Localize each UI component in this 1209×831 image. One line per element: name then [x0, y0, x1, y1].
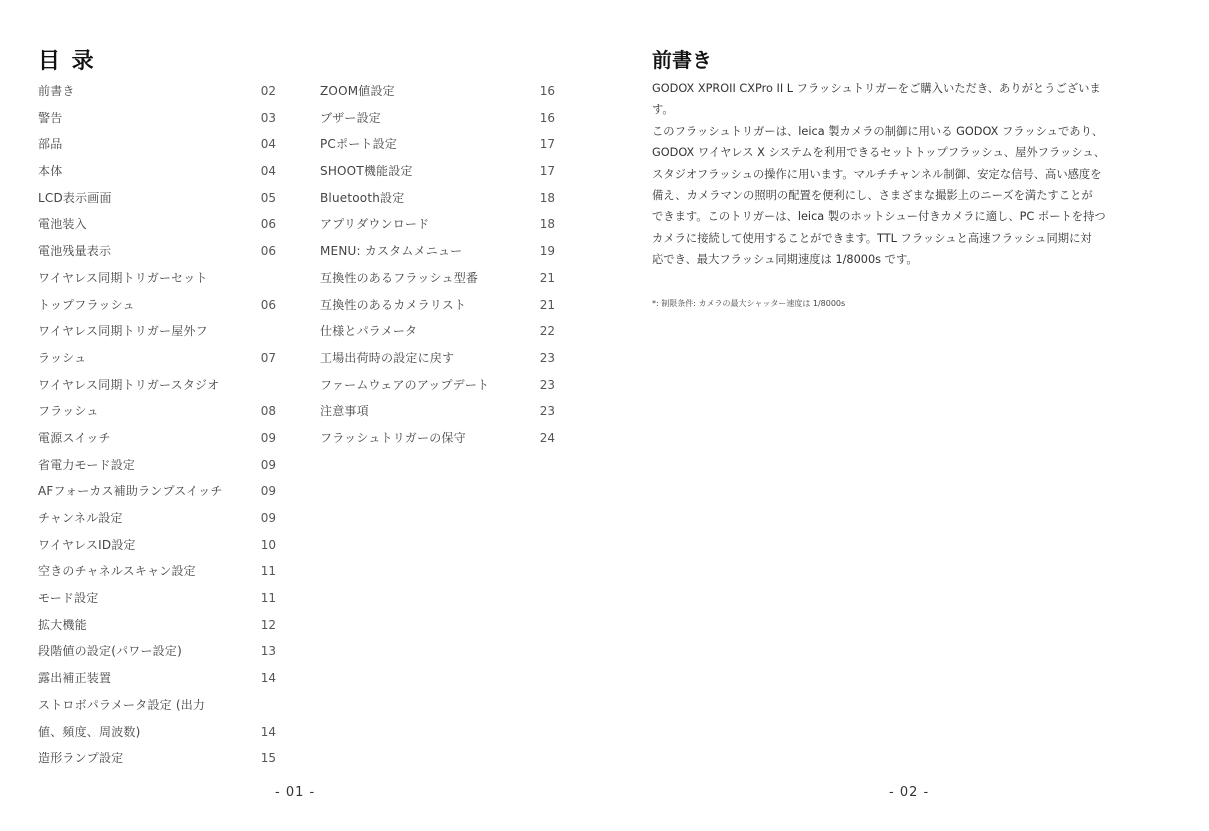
toc-entry-page: 21	[539, 270, 555, 285]
toc-entry-label: チャンネル設定	[38, 511, 123, 525]
toc-entry-page: 09	[260, 430, 276, 445]
toc-entry-label: 部品	[38, 137, 63, 152]
toc-entry-page: 07	[260, 350, 276, 365]
toc-entry-page: 08	[260, 404, 276, 419]
toc-entry-label: LCD表示画面	[38, 190, 112, 205]
toc-entry-label: 拡大機能	[38, 617, 87, 632]
toc-entry-label: ZOOM値設定	[320, 84, 395, 98]
page-number: - 02 -	[889, 785, 930, 800]
toc-entry	[38, 612, 276, 639]
toc-entry-page: 03	[260, 110, 276, 125]
toc-entry-label: 前書き	[38, 84, 75, 98]
toc-entry-page: 14	[260, 671, 276, 686]
toc-entry-label: 電池残量表示	[38, 244, 112, 259]
intro-text-line: GODOX ワイヤレス X システムを利用できるセットトップフラッシュ、屋外フラッシュ、	[652, 146, 1105, 160]
intro-text-line: このフラッシュトリガーは、leica 製カメラの制御に用いる GODOX フラッシュであり、	[652, 124, 1104, 138]
toc-entry	[38, 105, 276, 132]
intro-page	[604, 0, 1209, 831]
toc-entry-label: 互換性のあるフラッシュ型番	[320, 270, 479, 285]
toc-entry-page: 15	[260, 751, 276, 766]
toc-entry	[320, 292, 555, 319]
toc-entry-page: 06	[260, 297, 276, 312]
toc-entry	[38, 238, 276, 265]
toc-entry	[38, 532, 276, 559]
toc-entry-label: 空きのチャネルスキャン設定	[38, 564, 196, 579]
toc-entry	[320, 78, 555, 105]
intro-text-line: GODOX XPROII CXPro II L フラッシュトリガーをご購入いただき、ありがとうございま	[652, 82, 1101, 95]
toc-entry	[320, 345, 555, 372]
toc-entry-page: 18	[539, 217, 555, 232]
toc-entry	[38, 398, 276, 425]
toc-entry-label: Bluetooth設定	[320, 190, 405, 205]
toc-entry	[320, 105, 555, 132]
toc-entry	[38, 638, 276, 665]
page-number: - 01 -	[275, 785, 316, 800]
toc-entry-page: 04	[260, 164, 276, 179]
toc-entry-label: ワイヤレス同期トリガーセット	[38, 270, 208, 285]
toc-entry	[38, 211, 276, 238]
toc-entry-label: MENU: カスタムメニュー	[320, 244, 463, 259]
toc-entry-label: 互換性のあるカメラリスト	[320, 297, 467, 312]
toc-entry	[320, 238, 555, 265]
toc-entry-page: 11	[260, 564, 276, 579]
toc-entry-page: 18	[539, 190, 555, 205]
toc-entry-label: 警告	[38, 110, 63, 125]
toc-entry-label: アプリダウンロード	[320, 217, 430, 232]
intro-title: 前書き	[652, 48, 712, 72]
intro-note: *: 制限条件: カメラの最大シャッター速度は 1/8000s	[652, 299, 846, 308]
toc-entry-label: ワイヤレスID設定	[38, 537, 136, 552]
toc-entry-page: 23	[539, 350, 555, 365]
toc-entry-label: 本体	[38, 164, 63, 179]
toc-entry	[38, 78, 276, 105]
toc-entry-page: 05	[260, 190, 276, 205]
toc-entry	[320, 318, 555, 345]
toc-entry	[38, 719, 276, 746]
toc-entry	[38, 505, 276, 532]
toc-entry-label: フラッシュトリガーの保守	[320, 430, 466, 445]
toc-entry	[320, 131, 555, 158]
toc-entry-page: 22	[539, 324, 555, 339]
toc-entry	[38, 131, 276, 158]
toc-entry	[320, 425, 555, 452]
toc-entry-page: 09	[260, 457, 276, 472]
toc-entry-page: 12	[260, 617, 276, 632]
intro-text-line: スタジオフラッシュの操作に用います。マルチチャンネル制御、安定な信号、高い感度を	[652, 167, 1102, 181]
toc-entry	[38, 478, 276, 505]
toc-entry-page: 13	[260, 644, 276, 659]
toc-page	[0, 0, 604, 831]
toc-title: 目 录	[38, 49, 96, 74]
toc-entry	[38, 345, 276, 372]
intro-text-line: す。	[652, 103, 674, 117]
toc-entry	[38, 318, 276, 345]
toc-entry-page: 09	[260, 484, 276, 499]
toc-entry	[38, 185, 276, 212]
toc-entry-label: 電源スイッチ	[38, 430, 111, 445]
toc-entry-page: 09	[260, 511, 276, 525]
toc-entry-page: 17	[539, 164, 555, 179]
toc-entry-label: フラッシュ	[38, 404, 99, 419]
toc-entry-page: 06	[260, 244, 276, 259]
toc-entry-label: モード設定	[38, 591, 99, 606]
intro-body	[652, 78, 1174, 271]
toc-entry-label: 露出補正装置	[38, 671, 112, 686]
toc-entry-label: 造形ランプ設定	[38, 751, 124, 766]
toc-entry-label: 工場出荷時の設定に戻す	[320, 350, 455, 365]
toc-entry-page: 06	[260, 217, 276, 232]
toc-entry-page: 21	[539, 297, 555, 312]
toc-entry-page: 10	[260, 537, 276, 552]
toc-entry-page: 16	[539, 110, 555, 125]
toc-entry	[38, 665, 276, 692]
toc-entry	[320, 372, 555, 399]
toc-entry	[38, 452, 276, 479]
toc-entry-page: 23	[539, 404, 555, 419]
toc-entry	[320, 185, 555, 212]
toc-entry	[320, 211, 555, 238]
toc-entry-label: ブザー設定	[320, 110, 382, 125]
intro-text-line: カメラに接続して使用することができます。TTL フラッシュと高速フラッシュ同期に対	[652, 231, 1092, 245]
toc-entry-label: 値、頻度、周波数)	[38, 724, 141, 739]
toc-entry	[38, 372, 276, 399]
toc-entry	[38, 425, 276, 452]
toc-entry-label: 注意事項	[320, 404, 369, 419]
toc-entry	[38, 558, 276, 585]
toc-entry-label: PCポート設定	[320, 137, 398, 152]
toc-entry	[320, 398, 555, 425]
toc-entry-label: ストロボパラメータ設定 (出力	[38, 697, 206, 712]
intro-text-line: できます。このトリガーは、leica 製のホットシュー付きカメラに適し、PC ポートを持つ	[652, 210, 1106, 224]
toc-entry-label: AFフォーカス補助ランプスイッチ	[38, 484, 223, 499]
toc-column-1	[38, 78, 276, 772]
toc-column-2	[320, 78, 555, 452]
toc-entry-page: 17	[539, 137, 555, 152]
toc-entry-label: ファームウェアのアップデート	[320, 377, 490, 392]
toc-entry-label: ラッシュ	[38, 350, 87, 365]
intro-text-line: 備え、カメラマンの照明の配置を便利にし、さまざまな撮影上のニーズを満たすことが	[652, 188, 1093, 202]
toc-entry-label: 段階値の設定(パワー設定)	[38, 644, 182, 659]
toc-entry	[38, 158, 276, 185]
toc-entry-label: ワイヤレス同期トリガースタジオ	[38, 377, 220, 392]
toc-entry	[38, 585, 276, 612]
toc-entry	[320, 265, 555, 292]
toc-entry-page: 23	[539, 377, 555, 392]
toc-entry	[38, 292, 276, 319]
toc-entry-label: SHOOT機能設定	[320, 164, 413, 179]
toc-entry-page: 14	[260, 724, 276, 739]
toc-entry-page: 19	[539, 244, 555, 259]
toc-entry	[38, 745, 276, 772]
toc-entry-page: 02	[260, 84, 276, 98]
toc-entry	[320, 158, 555, 185]
toc-entry-page: 04	[260, 137, 276, 152]
toc-entry	[38, 692, 276, 719]
toc-entry-page: 11	[260, 591, 276, 606]
toc-entry-label: トップフラッシュ	[38, 297, 135, 312]
toc-entry-label: 電池装入	[38, 217, 87, 232]
toc-entry-label: 仕様とパラメータ	[320, 324, 418, 339]
intro-text-line: 応でき、最大フラッシュ同期速度は 1/8000s です。	[652, 253, 918, 267]
toc-entry-label: 省電力モード設定	[38, 457, 136, 472]
toc-entry-page: 24	[539, 430, 555, 445]
toc-entry-label: ワイヤレス同期トリガー屋外フ	[38, 324, 208, 339]
toc-entry	[38, 265, 276, 292]
toc-entry-page: 16	[539, 84, 555, 98]
